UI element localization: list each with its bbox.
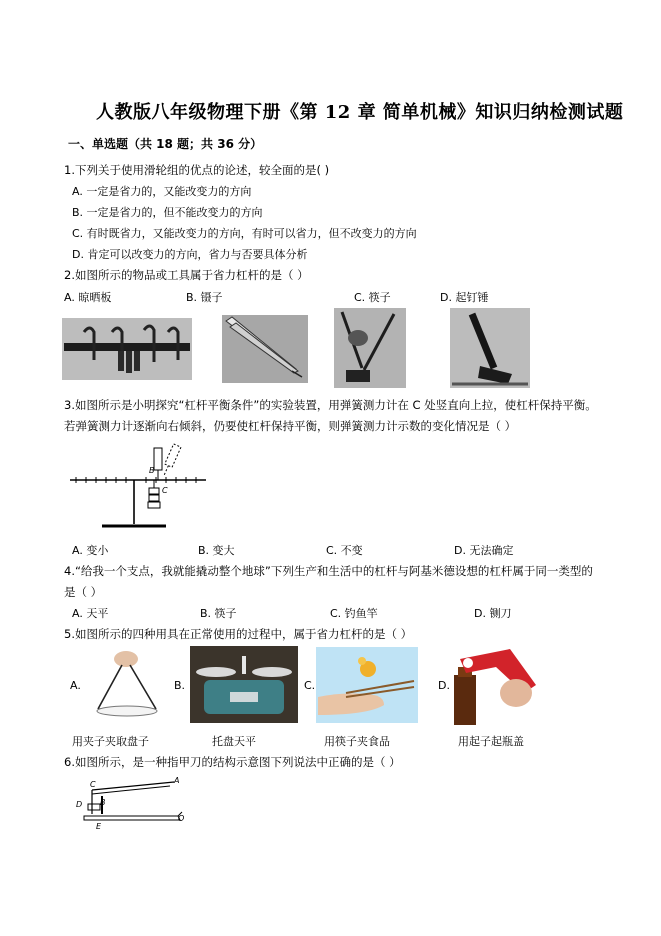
q4-option-c[interactable]: C. 钓鱼竿 (330, 607, 378, 620)
nail-clipper-diagram (70, 774, 186, 836)
label-c: C (90, 780, 96, 789)
claw-hammer-photo (450, 308, 530, 388)
question-4-stem-line1: 4.“给我一个支点，我就能撬动整个地球”下列生产和生活中的杠杆与阿基米德设想的杠杆属于同一类型的 (64, 564, 593, 578)
q5-letter-a[interactable]: A. (70, 679, 81, 692)
q4-option-b[interactable]: B. 筷子 (200, 607, 237, 620)
q5-caption-b: 托盘天平 (212, 735, 256, 748)
question-6-stem: 6.如图所示，是一种指甲刀的结构示意图下列说法中正确的是（ ） (64, 755, 401, 769)
question-4-stem-line2: 是（ ） (64, 585, 103, 599)
q5-caption-a: 用夹子夹取盘子 (72, 735, 149, 748)
plate-clamp-image (86, 647, 168, 723)
page-title: 人教版八年级物理下册《第 12 章 简单机械》知识归纳检测试题 (96, 102, 624, 123)
question-2-stem: 2.如图所示的物品或工具属于省力杠杆的是（ ） (64, 268, 309, 282)
q2-option-d[interactable]: D. 起钉锤 (440, 291, 489, 304)
q3-option-b[interactable]: B. 变大 (198, 544, 235, 557)
question-3-stem-line1: 3.如图所示是小明探究“杠杆平衡条件”的实验装置，用弹簧测力计在 C 处竖直向上拉，使杠杆保持平衡。 (64, 398, 597, 412)
q2-option-a[interactable]: A. 晾晒板 (64, 291, 112, 304)
tray-balance-image (190, 646, 298, 723)
q3-option-a[interactable]: A. 变小 (72, 544, 109, 557)
section-heading: 一、单选题（共 18 题；共 36 分） (68, 137, 263, 151)
q5-letter-b[interactable]: B. (174, 679, 186, 692)
tweezers-photo (222, 315, 308, 383)
label-c: C (162, 486, 168, 495)
label-b: B (100, 798, 106, 807)
drying-rack-photo (62, 318, 192, 380)
q5-caption-d: 用起子起瓶盖 (458, 735, 524, 748)
q1-option-d[interactable]: D. 肯定可以改变力的方向，省力与否要具体分析 (72, 248, 308, 261)
bottle-opener-image (450, 645, 542, 725)
q5-letter-c[interactable]: C. (304, 679, 316, 692)
q4-option-d[interactable]: D. 铡刀 (474, 607, 512, 620)
q4-option-a[interactable]: A. 天平 (72, 607, 109, 620)
q2-option-b[interactable]: B. 镊子 (186, 291, 223, 304)
q1-option-a[interactable]: A. 一定是省力的，又能改变力的方向 (72, 185, 252, 198)
label-d: D (76, 800, 83, 809)
q2-option-c[interactable]: C. 筷子 (354, 291, 391, 304)
label-b: B (149, 466, 155, 475)
q5-caption-c: 用筷子夹食品 (324, 735, 390, 748)
chopsticks-food-image (316, 647, 418, 723)
q1-option-c[interactable]: C. 有时既省力，又能改变力的方向，有时可以省力，但不改变力的方向 (72, 227, 417, 240)
chopsticks-photo (334, 308, 406, 388)
q1-option-b[interactable]: B. 一定是省力的，但不能改变力的方向 (72, 206, 263, 219)
q3-option-c[interactable]: C. 不变 (326, 544, 363, 557)
label-e: E (96, 822, 102, 831)
q5-letter-d[interactable]: D. (438, 679, 450, 692)
label-a: A (174, 776, 180, 785)
q3-option-d[interactable]: D. 无法确定 (454, 544, 514, 557)
question-3-stem-line2: 若弹簧测力计逐渐向右倾斜，仍要使杠杆保持平衡，则弹簧测力计示数的变化情况是（ ） (64, 419, 517, 433)
question-5-stem: 5.如图所示的四种用具在正常使用的过程中，属于省力杠杆的是（ ） (64, 627, 413, 641)
lever-balance-diagram (70, 440, 210, 532)
label-o: O (178, 814, 185, 823)
question-1-stem: 1.下列关于使用滑轮组的优点的论述，较全面的是( ) (64, 163, 330, 177)
